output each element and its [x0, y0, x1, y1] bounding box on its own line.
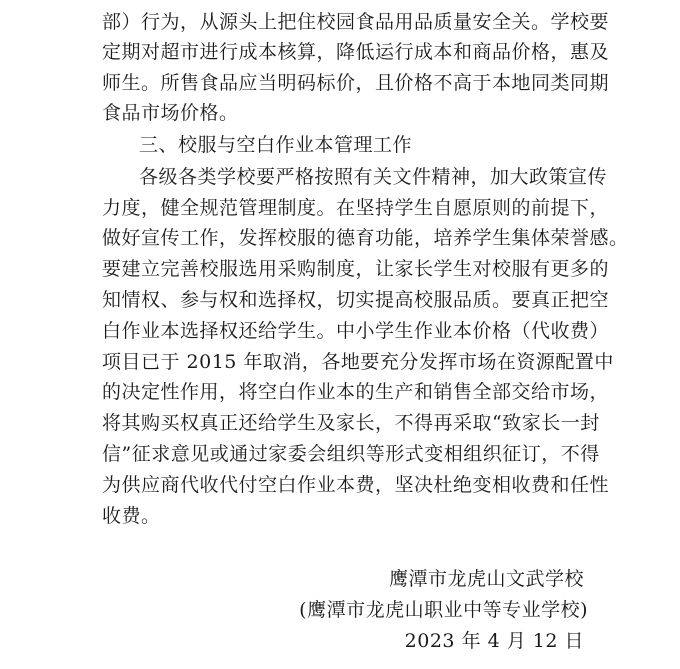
paragraph-line: 师生。所售食品应当明码标价，且价格不高于本地同类同期 [102, 72, 610, 94]
paragraph-line: 收费。 [102, 505, 161, 527]
paragraph-line: 定期对超市进行成本核算，降低运行成本和商品价格，惠及 [102, 41, 610, 63]
paragraph-line: 部）行为，从源头上把住校园食品用品质量安全关。学校要 [102, 11, 610, 33]
paragraph-line: 白作业本选择权还给学生。中小学生作业本价格（代收费） [102, 320, 610, 342]
paragraph-line: 知情权、参与权和选择权，切实提高校服品质。要真正把空 [102, 289, 610, 311]
paragraph-line: 做好宣传工作，发挥校服的德育功能，培养学生集体荣誉感。 [102, 227, 629, 249]
paragraph-line: 食品市场价格。 [102, 102, 239, 124]
signature-date: 2023 年 4 月 12 日 [404, 630, 584, 652]
paragraph-line: 信”征求意见或通过家委会组织等形式变相组织征订，不得 [102, 443, 600, 465]
signature-school-alt: (鹰潭市龙虎山职业中等专业学校) [299, 599, 588, 621]
paragraph-line: 力度，健全规范管理制度。在坚持学生自愿原则的前提下， [102, 197, 610, 219]
section-heading: 三、校服与空白作业本管理工作 [139, 134, 413, 156]
signature-school: 鹰潭市龙虎山文武学校 [388, 568, 584, 590]
paragraph-line: 将其购买权真正还给学生及家长，不得再采取“致家长一封 [102, 412, 600, 434]
paragraph-line: 项目已于 2015 年取消，各地要充分发挥市场在资源配置中 [102, 351, 614, 373]
paragraph-line: 要建立完善校服选用采购制度，让家长学生对校服有更多的 [102, 258, 610, 280]
paragraph-line: 为供应商代收代付空白作业本费，坚决杜绝变相收费和任性 [102, 474, 610, 496]
paragraph-line: 各级各类学校要严格按照有关文件精神，加大政策宣传 [139, 166, 608, 188]
paragraph-line: 的决定性作用，将空白作业本的生产和销售全部交给市场， [102, 381, 610, 403]
